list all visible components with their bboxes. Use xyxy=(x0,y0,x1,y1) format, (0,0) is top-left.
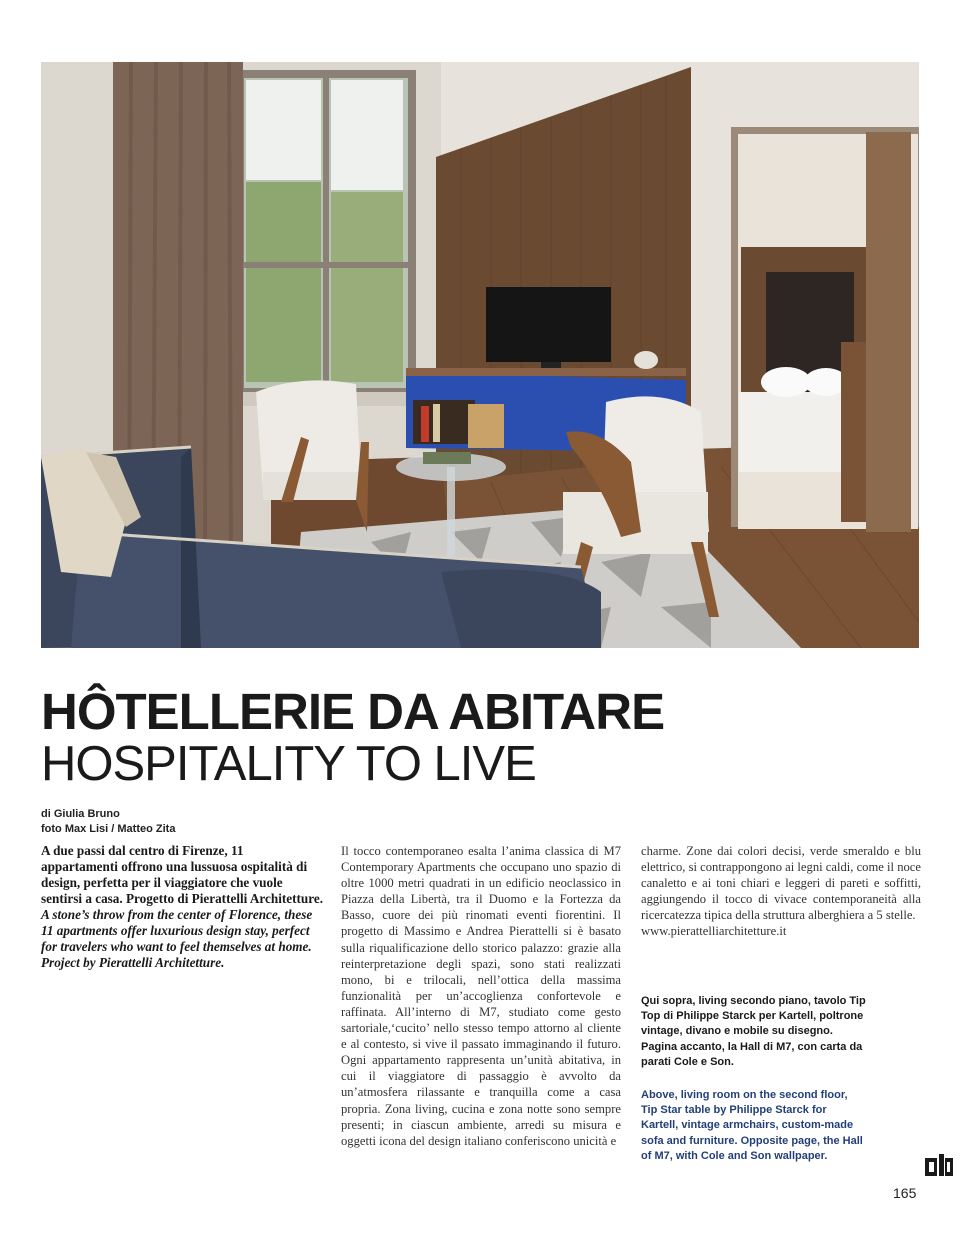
article-subtitle: HOSPITALITY TO LIVE xyxy=(41,737,536,791)
lead-column xyxy=(41,843,323,971)
body-text-continued: charme. Zone dai colori decisi, verde smeraldo e blu elettrico, si contrappongono ai legni caldi, come il noce canaletto e ai toni chiari e leggeri di pareti e soffitti, aggiungendo il tocco di vivace contemporaneità alla ricercatezza tipica della struttura alberghiera a 5 stelle. xyxy=(641,844,921,923)
hero-photo xyxy=(41,62,919,648)
credits xyxy=(41,807,175,837)
lead-english: A stone’s throw from the center of Florence, these 11 apartments offer luxurious design stay, perfect for travelers who want to feel themselves at home. Project by Pierattelli Architetture. xyxy=(41,907,313,970)
body-column-2 xyxy=(341,843,621,1149)
website-link[interactable]: www.pierattelliarchitetture.it xyxy=(641,924,787,939)
body-column-3 xyxy=(641,843,921,940)
photo-credit: foto Max Lisi / Matteo Zita xyxy=(41,823,176,835)
caption-english: Above, living room on the second floor, Tip Star table by Philippe Starck for Kartell, vintage armchairs, custom-made sofa and furniture. Opposite page, the Hall of M7, with Cole and Son wallpaper. xyxy=(641,1089,863,1162)
article-title: HÔTELLERIE DA ABITARE xyxy=(41,683,665,740)
caption-italian: Qui sopra, living secondo piano, tavolo Tip Top di Philippe Starck per Kartell, poltrone vintage, divano e mobile su disegno. Pagina accanto, la Hall di M7, con carta da parati Cole e Son. xyxy=(641,995,866,1068)
magazine-logo-icon xyxy=(925,1154,953,1178)
lead-italian: A due passi dal centro di Firenze, 11 appartamenti offrono una lussuosa ospitalità di design, perfetta per il viaggiatore che vuole sentirsi a casa. Progetto di Pierattelli Architetture. xyxy=(41,843,323,906)
body-text: Il tocco contemporaneo esalta l’anima classica di M7 Contemporary Apartments che occupano uno spazio di oltre 1000 metri quadrati in un edificio neoclassico in Piazza della Libertà, tra il Duomo e la Fortezza da Basso, cuore dei più rinomati eventi fiorentini. Il progetto di Massimo e Andrea Pierattelli si è basato sulla riqualificazione dello storico palazzo: grazie alla reinterpretazione degli spazi, sono stati realizzati mono, bi e trilocali, nell’ottica della massima funzionalità per un’accoglienza confortevole e raffinata. All’interno di M7, studiato come gesto sartoriale,‘cucito’ nello stesso tempo attorno al cliente e al contesto, si vive il passato immaginando il futuro. Ogni appartamento rappresenta un’unità abitativa, in cui il viaggiatore di passaggio è avvolto da un’atmosfera rilassante e tranquilla come a casa propria. Zona living, cucina e zona notte sono sempre presenti; in ciascun ambiente, arredi su misura e oggetti icona del design italiano conferiscono unicità e xyxy=(341,844,621,1148)
page-number: 165 xyxy=(893,1185,917,1201)
byline: di Giulia Bruno xyxy=(41,808,120,820)
